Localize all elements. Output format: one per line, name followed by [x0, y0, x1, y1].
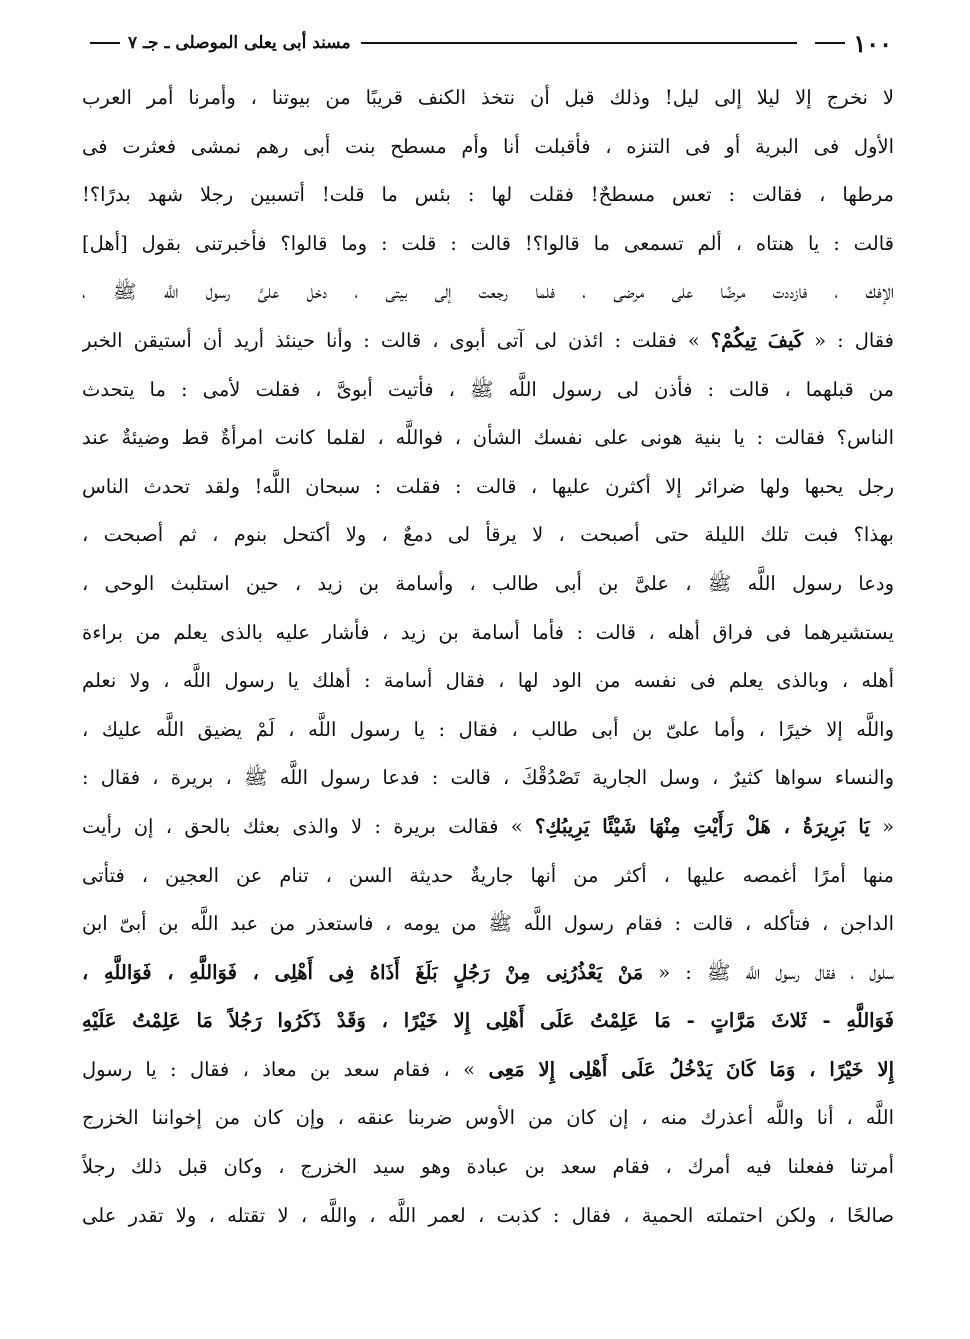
page-number: ١٠٠ [853, 28, 892, 58]
header-rule [361, 42, 798, 44]
text-line [82, 1192, 894, 1241]
narration-text: الإفك ، فازددت مرضًا على مرضى ، فلما رجعت إلى بيتى ، دخل علىَّ رسول اللَّه ﷺ ، [82, 280, 894, 304]
narration-text: ودعا رسول اللَّه ﷺ ، علىَّ بن أبى طالب ، وأسامة بن زيد ، حين استلبث الوحى ، [82, 571, 894, 595]
text-line [82, 171, 894, 220]
text-line [82, 1094, 894, 1143]
narration-text: فقال : « [803, 328, 894, 352]
text-line [82, 1046, 894, 1095]
narration-text: يستشيرهما فى فراق أهله ، قالت : فأما أسامة بن زيد ، فأشار عليه بالذى يعلم من براءة [82, 620, 894, 644]
narration-text: والنساء سواها كثيرٌ ، وسل الجارية تَصْدُقْكَ ، قالت : فدعا رسول اللَّه ﷺ ، بريرة ، فقال : [82, 766, 894, 790]
text-line [82, 74, 894, 123]
hadith-text: كَيفَ تِيكُمْ؟ [710, 328, 804, 352]
text-line [82, 803, 894, 852]
text-line [82, 123, 894, 172]
text-line [82, 268, 894, 317]
narration-text: مرطها ، فقالت : تعس مسطحٌ! فقلت لها : بئس ما قلت! أتسبين رجلا شهد بدرًا؟! [82, 183, 894, 207]
text-line [82, 366, 894, 415]
narration-text: سلول ، فقال رسول اللَّه ﷺ : « [643, 960, 894, 984]
narration-text: اللَّه ، أنا واللَّه أعذرك منه ، إن كان من الأوس ضربنا عنقه ، وإن كان من إخواننا الخزرج [82, 1106, 894, 1130]
narration-text: » فقالت بريرة : لا والذى بعثك بالحق ، إن رأيت [82, 814, 536, 838]
body-text [82, 74, 894, 1240]
narration-text: الداجن ، فتأكله ، قالت : فقام رسول اللَّه ﷺ من يومه ، فاستعذر من عبد اللَّه بن أبىّ ابن [82, 912, 894, 936]
text-line [82, 414, 894, 463]
text-line [82, 852, 894, 901]
hadith-text: مَنْ يَعْذُرُنِى مِنْ رَجُلٍ بَلَغَ أَذَاهُ فِى أَهْلِى ، فَوَاللَّهِ ، فَوَاللَّهِ ، [82, 960, 644, 984]
narration-text: « [869, 814, 894, 838]
text-line [82, 317, 894, 366]
page-header [82, 26, 892, 60]
text-line [82, 1143, 894, 1192]
text-line [82, 511, 894, 560]
hadith-text: فَوَاللَّهِ - ثَلاثَ مَرَّاتٍ - مَا عَلِمْتُ عَلَى أَهْلِى إِلا خَيْرًا ، وَقَدْ ذَكَرُوا رَجُلاً مَا عَلِمْتُ عَلَيْهِ [82, 1009, 894, 1033]
text-line [82, 609, 894, 658]
text-line [82, 997, 894, 1046]
text-line [82, 220, 894, 269]
text-line [82, 754, 894, 803]
narration-text: » ، فقام سعد بن معاذ ، فقال : يا رسول [82, 1057, 489, 1081]
text-line [82, 657, 894, 706]
narration-text: » فقلت : ائذن لى آتى أبوى ، قالت : وأنا حينئذ أريد أن أستيقن الخبر [82, 328, 711, 352]
narration-text: أهله ، وبالذى يعلم فى نفسه من الود لها ، فقال أسامة : أهلك يا رسول اللَّه ، ولا نعلم [82, 669, 894, 693]
narration-text: من قبلهما ، قالت : فأذن لى رسول اللَّه ﷺ ، فأتيت أبوىَّ ، فقلت لأمى : ما يتحدث [82, 377, 894, 401]
narration-text: أمرتنا ففعلنا فيه أمرك ، فقام سعد بن عبادة وهو سيد الخزرج ، وكان قبل ذلك رجلاً [82, 1155, 894, 1179]
hadith-text: إِلا خَيْرًا ، وَمَا كَانَ يَدْخُلُ عَلَى أَهْلِى إِلا مَعِى [488, 1057, 894, 1081]
header-dash-end [90, 42, 120, 44]
narration-text: منها أمرًا أغمصه عليها ، أكثر من أنها جاريةٌ حديثة السن ، تنام عن العجين ، فتأتى [82, 863, 894, 887]
narration-text: الناس؟ فقالت : يا بنية هونى على نفسك الشأن ، فواللَّه ، لقلما كانت امرأةٌ قط وضيئةٌ عند [82, 426, 894, 450]
narration-text: الأول فى البرية أو فى التنزه ، فأقبلت أنا وأم مسطح بنت أبى رهم نمشى فعثرت فى [82, 134, 894, 158]
text-line [82, 463, 894, 512]
text-line [82, 900, 894, 949]
narration-text: واللَّه إلا خيرًا ، وأما علىّ بن أبى طالب ، فقال : يا رسول اللَّه ، لَمْ يضيق اللَّه عليك ، [82, 717, 894, 741]
narration-text: قالت : يا هنتاه ، ألم تسمعى ما قالوا؟! قالت : قلت : وما قالوا؟ فأخبرتنى بقول [أهل] [82, 231, 894, 255]
header-dash-short [815, 42, 845, 44]
text-line [82, 706, 894, 755]
narration-text: صالحًا ، ولكن احتملته الحمية ، فقال : كذبت ، لعمر اللَّه ، واللَّه ، لا تقتله ، ولا تقدر على [82, 1203, 894, 1227]
narration-text: رجل يحبها ولها ضرائر إلا أكثرن عليها ، قالت : فقلت : سبحان اللَّه! ولقد تحدث الناس [82, 474, 894, 498]
hadith-text: يَا بَرِيرَةُ ، هَلْ رَأَيْتِ مِنْهَا شَيْئًا يَرِيبُكِ؟ [535, 814, 870, 838]
narration-text: بهذا؟ فبت تلك الليلة حتى أصبحت ، لا يرقأ لى دمعٌ ، ولا أكتحل بنوم ، ثم أصبحت ، [82, 523, 894, 547]
running-title: مسند أبى يعلى الموصلى ـ جـ ٧ [128, 33, 351, 53]
text-line [82, 560, 894, 609]
text-line [82, 949, 894, 998]
narration-text: لا نخرج إلا ليلا إلى ليل! وذلك قبل أن نتخذ الكنف قريبًا من بيوتنا ، وأمرنا أمر العرب [82, 86, 894, 109]
